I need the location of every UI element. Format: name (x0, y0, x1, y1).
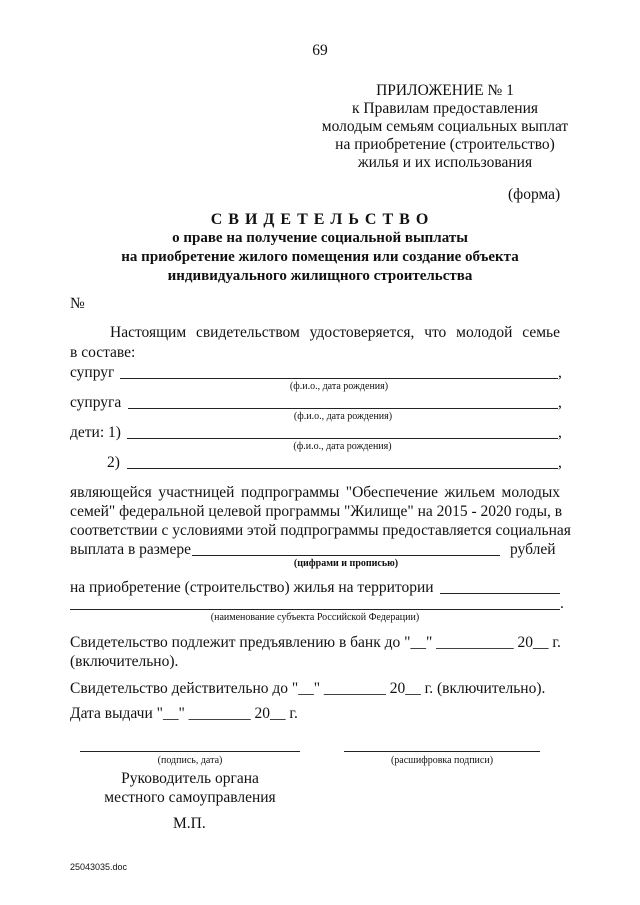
signature-field[interactable] (80, 751, 300, 752)
signature-caption: (подпись, дата) (157, 755, 223, 766)
spouse-m-label: супруг (70, 364, 115, 381)
appendix-line-3: на приобретение (строительство) (335, 136, 555, 153)
child-2-field[interactable] (127, 468, 558, 469)
bank-line: Свидетельство подлежит предъявлению в банк до "__" __________ 20__ г. (70, 634, 561, 651)
program-amount-suffix: рублей (510, 541, 556, 558)
issue-line: Дата выдачи "__" ________ 20__ г. (70, 705, 298, 722)
signer-line-2: местного самоуправления (104, 789, 276, 806)
intro-line-2: в составе: (70, 344, 136, 361)
spouse-f-caption: (ф.и.о., дата рождения) (293, 411, 393, 422)
appendix-line-4: жилья и их использования (357, 154, 533, 171)
territory-caption: (наименование субъекта Российской Федерации) (210, 612, 420, 623)
form-label: (форма) (508, 186, 561, 203)
appendix-block (300, 82, 590, 172)
number-label: № (70, 295, 85, 312)
appendix-title: ПРИЛОЖЕНИЕ № 1 (376, 82, 514, 99)
signature-decode-caption: (расшифровка подписи) (390, 755, 494, 766)
program-amount-prefix: выплата в размере (70, 541, 192, 558)
footer-file-name: 25043035.doc (70, 862, 128, 872)
page-number: 69 (312, 42, 328, 59)
intro-line-1: Настоящим свидетельством удостоверяется, что молодой семье (110, 324, 560, 341)
program-line-2: семей" федеральной целевой программы "Жилище" на 2015 - 2020 годы, в (70, 503, 563, 520)
territory-line-1: на приобретение (строительство) жилья на территории (70, 579, 434, 596)
heading-title: С В И Д Е Т Е Л Ь С Т В О (210, 211, 430, 228)
program-line-1: являющейся участницей подпрограммы "Обеспечение жильем молодых (70, 484, 560, 501)
child-1-field[interactable] (127, 438, 558, 439)
amount-field[interactable] (192, 555, 500, 556)
heading-line-3: индивидуального жилищного строительства (167, 268, 473, 284)
spouse-m-comma: , (558, 364, 562, 381)
amount-caption: (цифрами и прописью) (293, 558, 399, 569)
child-1-comma: , (558, 424, 562, 441)
stamp-label: М.П. (173, 815, 206, 832)
child-1-caption: (ф.и.о., дата рождения) (293, 441, 392, 452)
bank-line-2: (включительно). (70, 653, 179, 670)
spouse-f-comma: , (558, 394, 562, 411)
signer-line-1: Руководитель органа (121, 770, 259, 787)
appendix-line-2: молодым семьям социальных выплат (321, 118, 569, 135)
document-heading (60, 210, 580, 286)
child-2-comma: , (558, 454, 562, 471)
heading-line-1: о праве на получение социальной выплаты (172, 230, 468, 246)
signature-decode-field[interactable] (344, 751, 540, 752)
valid-line: Свидетельство действительно до "__" ________ 20__ г. (включительно). (70, 680, 546, 697)
child-1-label: дети: 1) (70, 424, 121, 441)
appendix-line-1: к Правилам предоставления (351, 100, 539, 117)
child-2-label: 2) (107, 454, 120, 471)
spouse-m-caption: (ф.и.о., дата рождения) (289, 381, 389, 392)
spouse-f-label: супруга (70, 394, 122, 411)
heading-line-2: на приобретение жилого помещения или создание объекта (121, 249, 519, 265)
spouse-f-field[interactable] (128, 408, 558, 409)
spouse-m-field[interactable] (120, 378, 558, 379)
territory-field-2[interactable] (70, 609, 560, 610)
territory-field-1[interactable] (440, 593, 560, 594)
territory-end: . (560, 595, 564, 612)
program-line-3: соответствии с условиями этой подпрограммы предоставляется социальная (70, 522, 571, 539)
